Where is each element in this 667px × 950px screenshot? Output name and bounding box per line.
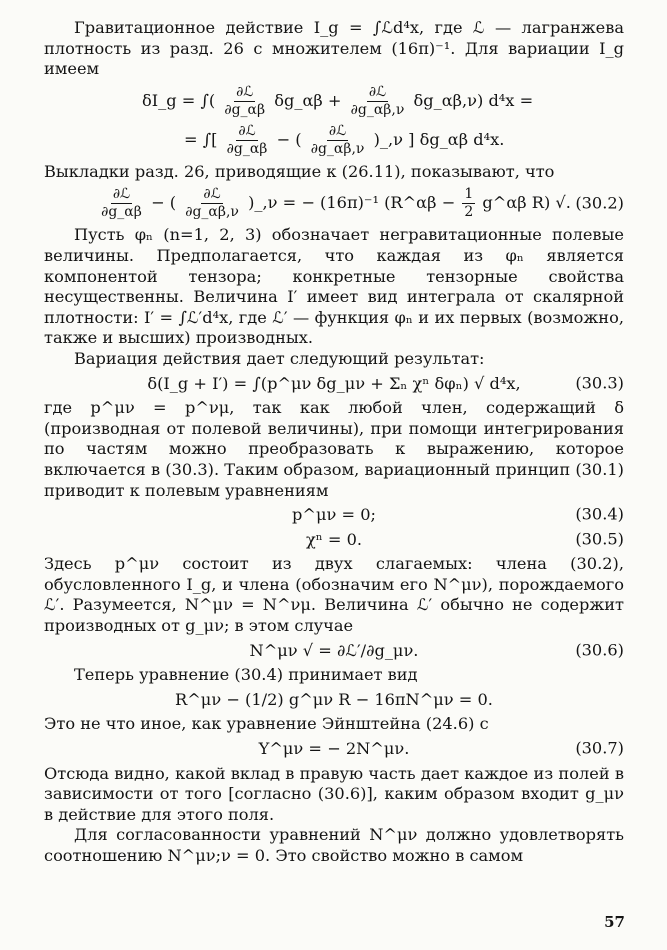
paragraph-5: где p^μν = p^νμ, так как любой член, содержащий δ (производная от полевой величины), при помощи интегрирования по частям можно преобразовать к выражению, которое включается в (30.3). Таким образом, вариационный принцип (30.1) приводит к полевым уравнениям [44,398,624,500]
equation-number: (30.7) [575,739,624,759]
paragraph-1: Гравитационное действие I_g = ∫ℒd⁴x, где ℒ — лагранжева плотность из разд. 26 с множителем (16π)⁻¹. Для вариации I_g имеем [44,18,624,79]
equation-30-4: p^μν = 0; (30.4) [292,505,624,525]
equation-number: (30.6) [575,640,624,660]
paragraph-10: Для согласованности уравнений N^μν должно удовлетворять соотношению N^μν;ν = 0. Это свойство можно в самом [44,825,624,865]
equation-variation-line-2: = ∫[ $\frac{\text{∂ℒ}}{\partial g\_\alpha\beta}$ − ( $\frac{\text{∂ℒ}}{\partial g\_\alpha\beta,\nu}$ )_,ν ] δg_αβ d⁴x. [184,122,505,157]
equation-30-6: N^μν √ = ∂ℒ′/∂g_μν. (30.6) [249,640,624,660]
equation-number: (30.2) [575,193,624,213]
equation-variation-line-1: δI_g = ∫( $\frac{\text{∂ℒ}}{\partial g\_\alpha\beta}$ δg_αβ + $\frac{\text{∂ℒ}}{\partial g\_\alpha\beta,\nu}$ δg_αβ,ν) d⁴x = [142,83,534,118]
fraction: $\frac{\text{∂ℒ}}{\partial g\_\alpha\beta}$ [226,122,268,157]
paragraph-2: Выкладки разд. 26, приводящие к (26.11), показывают, что [44,161,555,181]
paragraph-4: Вариация действия дает следующий результат: [74,348,485,368]
equation-number: (30.5) [575,529,624,549]
fraction: $\frac{1}{2}$ [464,186,474,221]
fraction: $\frac{\text{∂ℒ}}{\partial g\_\alpha\beta,\nu}$ [185,186,239,221]
paragraph-6: Здесь p^μν состоит из двух слагаемых: члена (30.2), обусловленного I_g, и члена (обозначим его N^μν), порождаемого ℒ′. Разумеется, N^μν = N^νμ. Величина ℒ′ обычно не содержит производных от g_μν; в этом случае [44,554,624,636]
fraction: $\frac{\text{∂ℒ}}{\partial g\_\alpha\beta,\nu}$ [310,122,365,157]
equation-30-7: Y^μν = − 2N^μν. (30.7) [258,739,624,759]
paragraph-9: Отсюда видно, какой вклад в правую часть дает каждое из полей в зависимости от того [согласно (30.6)], каким образом входит g_μν в действие для этого поля. [44,763,624,824]
equation-number: (30.4) [575,505,624,525]
equation-number: (30.3) [575,373,624,393]
paragraph-3: Пусть φₙ (n=1, 2, 3) обозначает негравитационные полевые величины. Предполагается, что каждая из φₙ является компонентой тензора; конкретные тензорные свойства несущественны. Величина I′ имеет вид интеграла от скалярной плотности: I′ = ∫ℒ′d⁴x, где ℒ′ — функция φₙ и их первых (возможно, также и высших) производных. [44,225,624,348]
paragraph-7: Теперь уравнение (30.4) принимает вид [74,665,418,685]
paragraph-8: Это не что иное, как уравнение Эйнштейна (24.6) с [44,714,489,734]
page-body [44,18,624,867]
fraction: $\frac{\text{∂ℒ}}{\partial g\_\alpha\beta}$ [224,83,266,118]
equation-30-5: χⁿ = 0. (30.5) [305,529,624,549]
equation-30-3: δ(I_g + I′) = ∫(p^μν δg_μν + Σₙ χⁿ δφₙ) √ d⁴x, (30.3) [147,373,624,393]
fraction: $\frac{\text{∂ℒ}}{\partial g\_\alpha\beta}$ [101,186,142,221]
equation-einstein: R^μν − (1/2) g^μν R − 16πN^μν = 0. [175,689,493,709]
equation-30-2: $\frac{\text{∂ℒ}}{\partial g\_\alpha\beta}$ − ( $\frac{\text{∂ℒ}}{\partial g\_\alpha\beta,\nu}$ )_,ν = − (16π)⁻¹ (R^αβ − $\frac{1}{2}$ g^αβ R) √. (30.2) [101,186,624,221]
page-number: 57 [604,913,625,931]
fraction: $\frac{\text{∂ℒ}}{\partial g\_\alpha\beta,\nu}$ [350,83,405,118]
